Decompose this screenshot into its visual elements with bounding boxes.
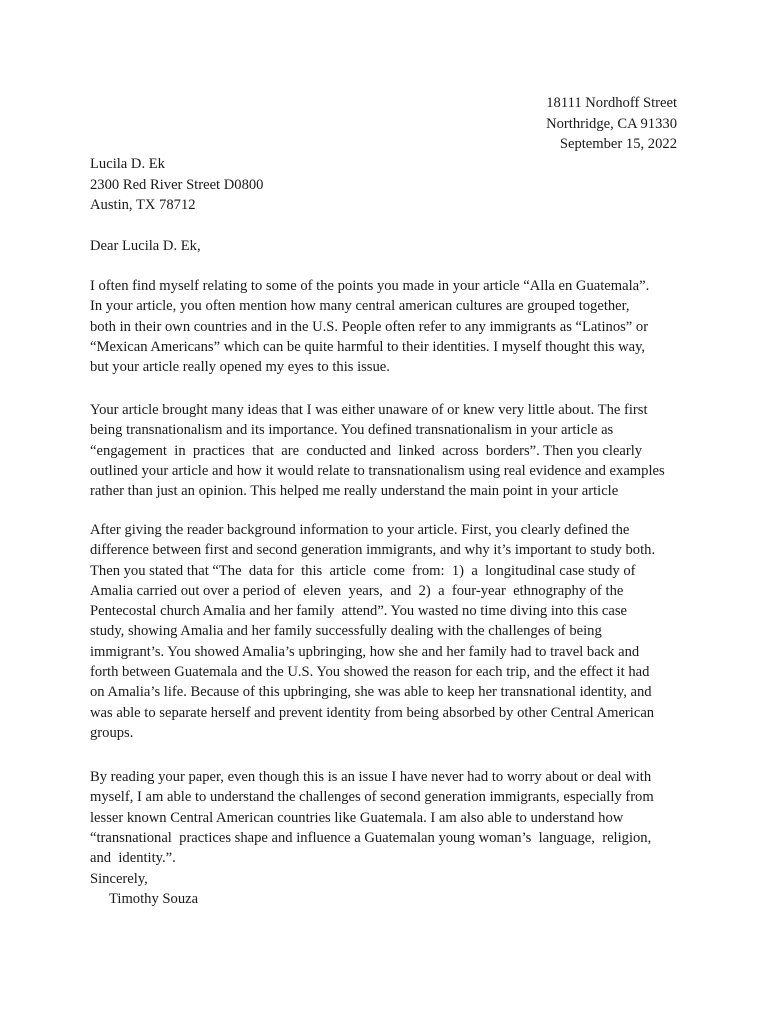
sender-address (546, 93, 677, 155)
paragraph-line: difference between first and second generation immigrants, and why it’s important to study both. (90, 542, 656, 559)
paragraph-line: lesser known Central American countries like Guatemala. I am also able to understand how (90, 809, 624, 826)
paragraph-line: study, showing Amalia and her family successfully dealing with the challenges of being (90, 623, 602, 640)
paragraph-line: being transnationalism and its importance. You defined transnationalism in your article as (90, 422, 614, 439)
paragraph-line: “transnational practices shape and influence a Guatemalan young woman’s language, religion, (90, 829, 652, 846)
paragraph-line: immigrant’s. You showed Amalia’s upbringing, how she and her family had to travel back and (90, 643, 640, 660)
paragraph-line: on Amalia’s life. Because of this upbringing, she was able to keep her transnational identity, and (90, 684, 652, 701)
recipient-city-state-zip: Austin, TX 78712 (90, 197, 196, 213)
recipient-address (90, 154, 263, 216)
signature-name: Timothy Souza (109, 891, 199, 907)
recipient-street: 2300 Red River Street D0800 (90, 176, 264, 193)
closing: Sincerely, (90, 871, 148, 887)
paragraph-line: outlined your article and how it would relate to transnationalism using real evidence and examples (90, 462, 665, 479)
body-paragraph-4 (90, 767, 686, 868)
body-paragraph-1 (90, 276, 686, 377)
paragraph-line: forth between Guatemala and the U.S. You showed the reason for each trip, and the effect it had (90, 664, 650, 681)
paragraph-line: By reading your paper, even though this is an issue I have never had to worry about or deal with (90, 769, 652, 785)
paragraph-line: Your article brought many ideas that I was either unaware of or knew very little about. The first (90, 402, 648, 418)
sender-street: 18111 Nordhoff Street (546, 95, 677, 111)
paragraph-line: both in their own countries and in the U.S. People often refer to any immigrants as “Latinos” or (90, 318, 649, 335)
paragraph-line: and identity.”. (90, 850, 176, 867)
recipient-name: Lucila D. Ek (90, 156, 165, 172)
paragraph-line: After giving the reader background information to your article. First, you clearly defined the (90, 522, 630, 538)
paragraph-line: In your article, you often mention how many central american cultures are grouped together, (90, 298, 630, 315)
letter-date: September 15, 2022 (559, 136, 677, 152)
paragraph-line: “Mexican Americans” which can be quite harmful to their identities. I myself thought this way, (90, 338, 646, 355)
paragraph-line: rather than just an opinion. This helped me really understand the main point in your article (90, 483, 619, 500)
paragraph-line: Pentecostal church Amalia and her family attend”. You wasted no time diving into this case (90, 603, 628, 620)
body-paragraph-3 (90, 520, 686, 743)
paragraph-line: but your article really opened my eyes to this issue. (90, 359, 390, 376)
paragraph-line: Then you stated that “The data for this article come from: 1) a longitudinal case study of (90, 562, 636, 579)
paragraph-line: was able to separate herself and prevent identity from being absorbed by other Central American (90, 704, 655, 721)
paragraph-line: “engagement in practices that are conducted and linked across borders”. Then you clearly (90, 442, 643, 459)
salutation: Dear Lucila D. Ek, (90, 238, 201, 254)
sender-city-state-zip: Northridge, CA 91330 (546, 115, 677, 132)
paragraph-line: myself, I am able to understand the challenges of second generation immigrants, especially from (90, 789, 654, 806)
body-paragraph-2 (90, 400, 686, 501)
paragraph-line: I often find myself relating to some of the points you made in your article “Alla en Guatemala”. (90, 278, 650, 294)
paragraph-line: groups. (90, 724, 134, 741)
paragraph-line: Amalia carried out over a period of eleven years, and 2) a four-year ethnography of the (90, 582, 624, 599)
